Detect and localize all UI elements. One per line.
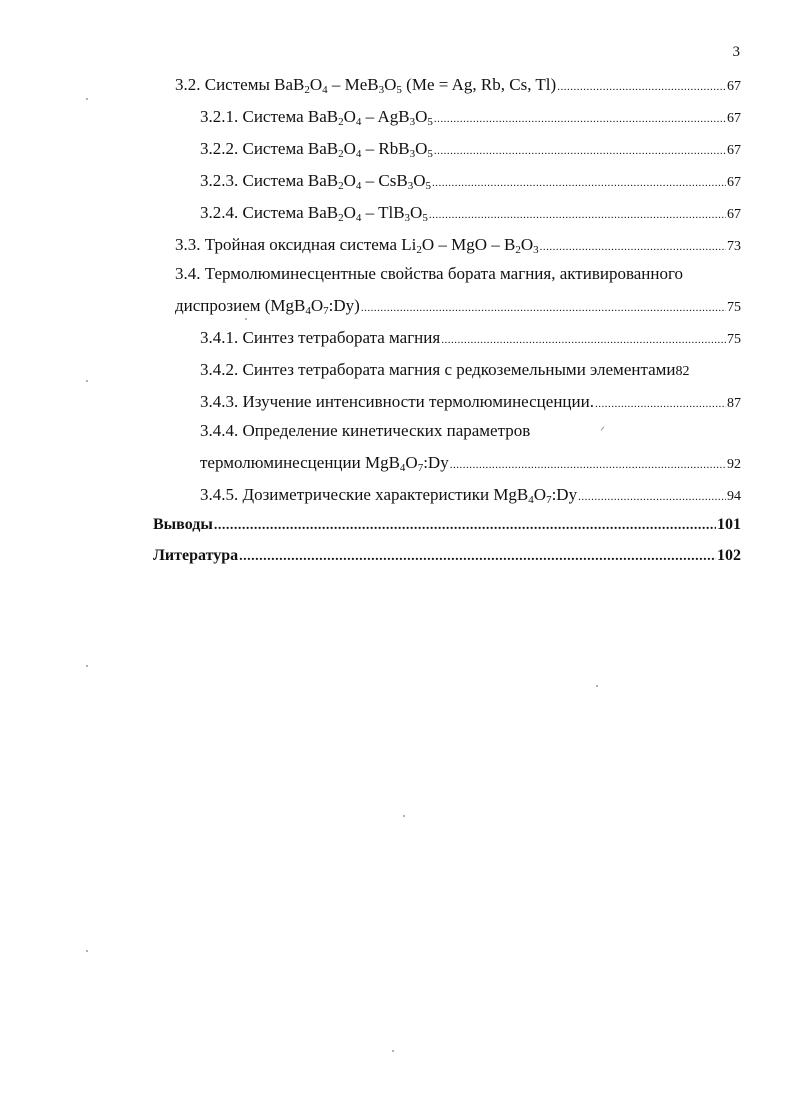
toc-page-number: 75 bbox=[727, 300, 741, 315]
toc-page-number: 82 bbox=[675, 364, 690, 379]
scan-speck bbox=[86, 380, 88, 382]
scan-speck bbox=[596, 685, 598, 687]
toc-entry-title: 3.2. Системы $BaB_2O_4 - MeB_3O_5$ (Me = Ag, Rb, Cs, Tl) bbox=[175, 75, 557, 96]
toc-page-number: 67 bbox=[727, 79, 741, 94]
dot-leader bbox=[432, 177, 726, 189]
dot-leader bbox=[429, 209, 726, 221]
dot-leader bbox=[434, 113, 726, 125]
scan-speck bbox=[392, 1050, 394, 1052]
toc-entry-literature[interactable] bbox=[153, 547, 741, 565]
toc-entry-title: Литература bbox=[153, 547, 239, 564]
scan-speck bbox=[86, 98, 88, 100]
toc-page-number: 67 bbox=[727, 175, 741, 190]
toc-entry-3-2-4[interactable] bbox=[200, 203, 741, 223]
dot-leader bbox=[434, 145, 726, 157]
dot-leader bbox=[557, 81, 726, 93]
scan-speck bbox=[86, 950, 88, 952]
toc-entry-3-2[interactable] bbox=[175, 75, 741, 95]
toc-entry-title: 3.2.1. Система $BaB_2O_4 - AgB_3O_5$ bbox=[200, 107, 433, 128]
scan-speck bbox=[601, 426, 605, 430]
toc-entry-title: 3.4.3. Изучение интенсивности термолюминесценции. bbox=[200, 392, 594, 411]
toc-entry-title: термолюминесценции $MgB_4O_7:Dy$ bbox=[200, 453, 449, 474]
dot-leader bbox=[595, 398, 726, 410]
toc-entry-3-4-3[interactable] bbox=[200, 392, 741, 412]
toc-entry-3-4-2[interactable] bbox=[200, 360, 741, 380]
dot-leader bbox=[441, 334, 726, 346]
toc-entry-title: 3.4.5. Дозиметрические характеристики $MgB_4O_7:Dy$ bbox=[200, 485, 578, 506]
toc-entry-title: 3.4.1. Синтез тетрабората магния bbox=[200, 328, 441, 347]
toc-entry-3-2-1[interactable] bbox=[200, 107, 741, 127]
toc-entry-title: 3.2.3. Система $BaB_2O_4 - CsB_3O_5$ bbox=[200, 171, 431, 192]
toc-entry-3-4-1[interactable] bbox=[200, 328, 741, 348]
toc-entry-3-4-5[interactable] bbox=[200, 485, 741, 505]
toc-entry-3-2-2[interactable] bbox=[200, 139, 741, 159]
dot-leader bbox=[540, 241, 726, 253]
toc-entry-title: Выводы bbox=[153, 516, 213, 533]
toc-entry-title: диспрозием $(MgB_4O_7:Dy)$ bbox=[175, 296, 360, 317]
dot-leader bbox=[578, 491, 726, 503]
scan-speck bbox=[86, 665, 88, 667]
toc-entry-title: 3.2.2. Система $BaB_2O_4 - RbB_3O_5$ bbox=[200, 139, 433, 160]
toc-entry-3-4-4-line1[interactable]: 3.4.4. Определение кинетических параметров bbox=[200, 421, 531, 440]
toc-entry-3-4-4[interactable] bbox=[200, 453, 741, 473]
dot-leader bbox=[450, 459, 726, 471]
toc-entry-3-4[interactable] bbox=[175, 296, 741, 316]
toc-entry-3-3[interactable] bbox=[175, 235, 741, 255]
scan-speck bbox=[403, 815, 405, 817]
dot-leader bbox=[361, 302, 726, 314]
dot-leader bbox=[239, 549, 716, 565]
toc-page-number: 94 bbox=[727, 489, 741, 504]
toc-page-number: 87 bbox=[727, 396, 741, 411]
toc-entry-3-4-line1[interactable]: 3.4. Термолюминесцентные свойства бората магния, активированного bbox=[175, 264, 684, 283]
dot-leader bbox=[214, 518, 716, 534]
toc-page-number: 67 bbox=[727, 207, 741, 222]
toc-entry-3-2-3[interactable] bbox=[200, 171, 741, 191]
toc-page-number: 73 bbox=[727, 239, 741, 254]
toc-page-number: 92 bbox=[727, 457, 741, 472]
toc-entry-title: 3.3. Тройная оксидная система $Li_2O$ – MgO – $B_2O_3$ bbox=[175, 235, 539, 256]
scan-speck bbox=[245, 318, 247, 320]
toc-page-number: 101 bbox=[717, 516, 741, 533]
toc-page-number: 75 bbox=[727, 332, 741, 347]
toc-page-number: 102 bbox=[717, 547, 741, 564]
toc-entry-title: 3.2.4. Система $BaB_2O_4 - TlB_3O_5$ bbox=[200, 203, 428, 224]
toc-entry-title: 3.4.2. Синтез тетрабората магния с редкоземельными элементами bbox=[200, 360, 676, 379]
toc-entry-conclusions[interactable] bbox=[153, 516, 741, 534]
toc-page-number: 67 bbox=[727, 143, 741, 158]
toc-page-number: 67 bbox=[727, 111, 741, 126]
page-number: 3 bbox=[732, 44, 740, 60]
